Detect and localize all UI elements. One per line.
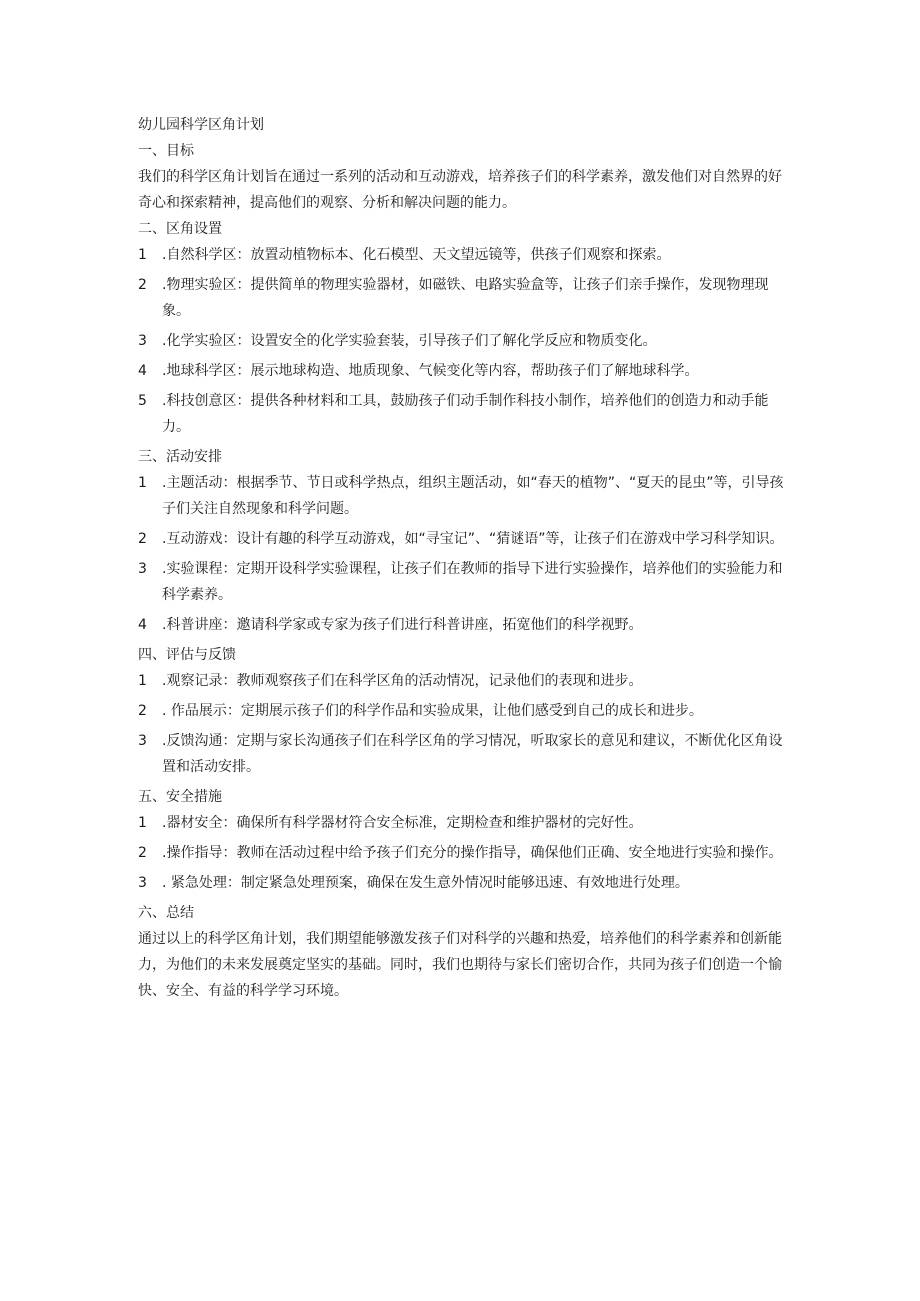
item-number: 1 xyxy=(138,247,147,263)
item-text: .科技创意区：提供各种材料和工具，鼓励孩子们动手制作科技小制作，培养他们的创造力和动手能力。 xyxy=(162,393,769,435)
item-number: 3 xyxy=(138,733,147,749)
section-heading: 四、评估与反馈 xyxy=(138,647,236,663)
document-title: 幼儿园科学区角计划 xyxy=(138,117,264,133)
item-text: .物理实验区：提供简单的物理实验器材，如磁铁、电路实验盒等，让孩子们亲手操作，发现物理现象。 xyxy=(162,277,769,319)
item-text: .互动游戏：设计有趣的科学互动游戏，如“寻宝记”、“猜谜语”等，让孩子们在游戏中学习科学知识。 xyxy=(162,531,784,547)
list-item xyxy=(138,668,786,694)
item-number: 1 xyxy=(138,673,147,689)
section-activities xyxy=(138,444,786,638)
section-heading: 六、总结 xyxy=(138,905,194,921)
section-heading: 五、安全措施 xyxy=(138,789,222,805)
item-number: 4 xyxy=(138,363,147,379)
item-text: .器材安全：确保所有科学器材符合安全标准，定期检查和维护器材的完好性。 xyxy=(162,815,643,831)
section-paragraph: 通过以上的科学区角计划，我们期望能够激发孩子们对科学的兴趣和热爱，培养他们的科学素养和创新能力，为他们的未来发展奠定坚实的基础。同时，我们也期待与家长们密切合作，共同为孩子们创造一个愉快、安全、有益的科学学习环境。 xyxy=(138,931,782,999)
section-evaluation xyxy=(138,642,786,780)
list-item xyxy=(138,556,786,608)
item-text: . 作品展示：定期展示孩子们的科学作品和实验成果，让他们感受到自己的成长和进步。 xyxy=(162,703,703,719)
section-heading: 三、活动安排 xyxy=(138,449,222,465)
section-goal xyxy=(138,138,786,216)
list-item xyxy=(138,870,786,896)
list-item xyxy=(138,388,786,440)
section-heading: 二、区角设置 xyxy=(138,221,222,237)
section-summary xyxy=(138,900,786,1004)
list-item xyxy=(138,698,786,724)
item-number: 2 xyxy=(138,845,147,861)
item-number: 2 xyxy=(138,277,147,293)
item-number: 3 xyxy=(138,561,147,577)
item-number: 5 xyxy=(138,393,147,409)
item-text: .实验课程：定期开设科学实验课程，让孩子们在教师的指导下进行实验操作，培养他们的实验能力和科学素养。 xyxy=(162,561,783,603)
item-text: .观察记录：教师观察孩子们在科学区角的活动情况，记录他们的表现和进步。 xyxy=(162,673,643,689)
item-text: .反馈沟通：定期与家长沟通孩子们在科学区角的学习情况，听取家长的意见和建议，不断优化区角设置和活动安排。 xyxy=(162,733,783,775)
section-area-setup xyxy=(138,216,786,440)
list-item xyxy=(138,470,786,522)
section-safety xyxy=(138,784,786,896)
item-number: 3 xyxy=(138,333,147,349)
list-item xyxy=(138,612,786,638)
item-text: . 紧急处理：制定紧急处理预案，确保在发生意外情况时能够迅速、有效地进行处理。 xyxy=(162,875,689,891)
item-number: 4 xyxy=(138,617,147,633)
item-number: 2 xyxy=(138,703,147,719)
list-item xyxy=(138,358,786,384)
list-item xyxy=(138,810,786,836)
item-text: .地球科学区：展示地球构造、地质现象、气候变化等内容，帮助孩子们了解地球科学。 xyxy=(162,363,699,379)
list-item xyxy=(138,728,786,780)
item-text: .操作指导：教师在活动过程中给予孩子们充分的操作指导，确保他们正确、安全地进行实验和操作。 xyxy=(162,845,783,861)
document-page xyxy=(138,112,786,1004)
list-item xyxy=(138,242,786,268)
item-number: 2 xyxy=(138,531,147,547)
list-item xyxy=(138,328,786,354)
item-number: 1 xyxy=(138,815,147,831)
section-paragraph: 我们的科学区角计划旨在通过一系列的活动和互动游戏，培养孩子们的科学素养，激发他们对自然界的好奇心和探索精神，提高他们的观察、分析和解决问题的能力。 xyxy=(138,169,782,211)
list-item xyxy=(138,840,786,866)
list-item xyxy=(138,526,786,552)
item-text: .自然科学区：放置动植物标本、化石模型、天文望远镜等，供孩子们观察和探索。 xyxy=(162,247,671,263)
item-number: 3 xyxy=(138,875,147,891)
item-number: 1 xyxy=(138,475,147,491)
list-item xyxy=(138,272,786,324)
item-text: .主题活动：根据季节、节日或科学热点，组织主题活动，如“春天的植物”、“夏天的昆虫”等，引导孩子们关注自然现象和科学问题。 xyxy=(162,475,784,517)
item-text: .科普讲座：邀请科学家或专家为孩子们进行科普讲座，拓宽他们的科学视野。 xyxy=(162,617,643,633)
item-text: .化学实验区：设置安全的化学实验套装，引导孩子们了解化学反应和物质变化。 xyxy=(162,333,657,349)
section-heading: 一、目标 xyxy=(138,143,194,159)
